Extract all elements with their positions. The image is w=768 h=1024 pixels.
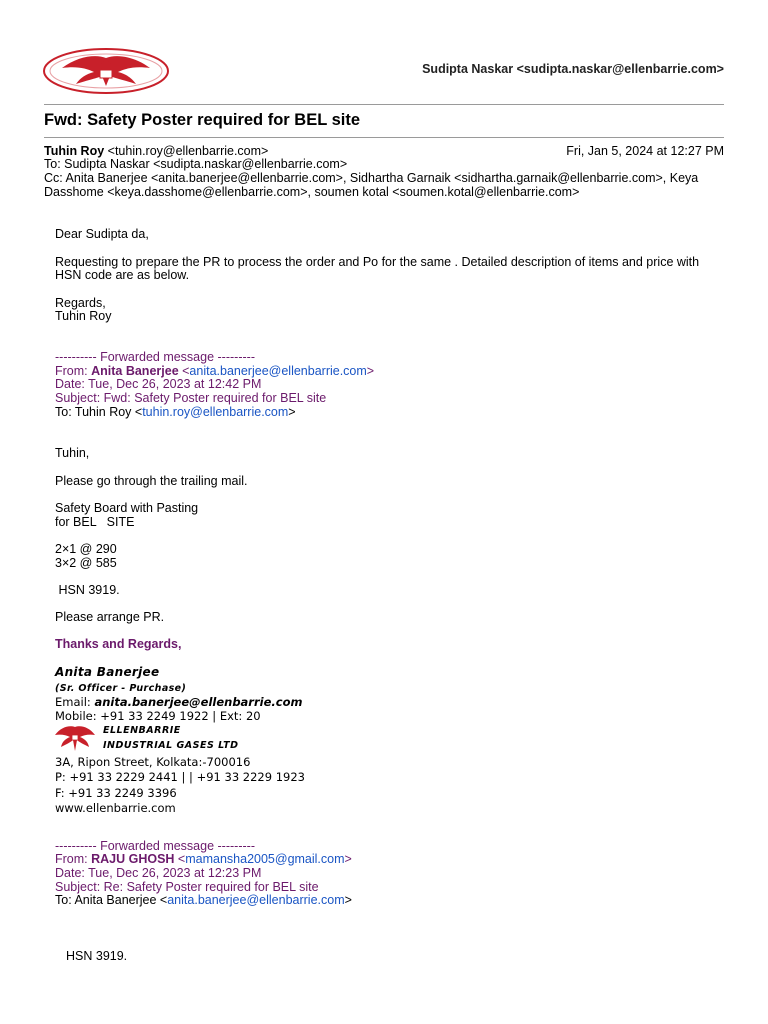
forward-1-date: Date: Tue, Dec 26, 2023 at 12:42 PM	[55, 377, 262, 391]
forward-1-board-1: Safety Board with Pasting	[55, 501, 199, 515]
header-divider	[44, 104, 724, 105]
signature-mobile: Mobile: +91 33 2249 1922 | Ext: 20	[55, 709, 261, 723]
subject-divider	[44, 137, 724, 138]
eagle-small-icon	[53, 723, 97, 753]
eagle-logo-icon	[40, 44, 172, 98]
forward-1-greeting: Tuhin,	[55, 446, 90, 460]
signature-company-line-1: ELLENBARRIE	[103, 725, 181, 736]
sender-email: <tuhin.roy@ellenbarrie.com>	[104, 144, 269, 158]
sender-name: Tuhin Roy	[44, 144, 105, 158]
forward-1-size-1: 2×1 @ 290	[55, 542, 117, 556]
email-subject: Fwd: Safety Poster required for BEL site	[44, 111, 361, 129]
message-date: Fri, Jan 5, 2024 at 12:27 PM	[566, 144, 724, 158]
forward-divider-2: ---------- Forwarded message ---------	[55, 839, 255, 853]
forward-2-from-label: From:	[55, 852, 92, 866]
body-regards: Regards,	[55, 296, 106, 310]
forward-2-to-label: To: Anita Banerjee <	[55, 893, 168, 907]
forward-2-date: Date: Tue, Dec 26, 2023 at 12:23 PM	[55, 866, 262, 880]
forward-1-size-2: 3×2 @ 585	[55, 556, 117, 570]
forward-2-hsn: HSN 3919.	[66, 949, 128, 963]
body-greeting: Dear Sudipta da,	[55, 227, 149, 241]
body-request-line-2: HSN code are as below.	[55, 268, 190, 282]
forward-2-to	[55, 893, 352, 907]
signature-email-value[interactable]: anita.banerjee@ellenbarrie.com	[94, 695, 303, 709]
signature-name: Anita Banerjee	[55, 665, 160, 679]
forward-2-from	[55, 852, 352, 866]
signature-phone: P: +91 33 2229 2441 | | +91 33 2229 1923	[55, 770, 305, 784]
forward-1-to	[55, 405, 296, 419]
forward-2-to-gt: >	[344, 893, 352, 907]
forward-1-from-label: From:	[55, 364, 92, 378]
forward-1-subject: Subject: Fwd: Safety Poster required for BEL site	[55, 391, 327, 405]
cc-line-2: Dasshome <keya.dasshome@ellenbarrie.com>, soumen kotal <soumen.kotal@ellenbarrie.com>	[44, 185, 580, 199]
account-header: Sudipta Naskar <sudipta.naskar@ellenbarrie.com>	[422, 62, 724, 76]
signature-email	[55, 695, 302, 709]
signature-title: (Sr. Officer - Purchase)	[55, 683, 187, 694]
body-request-line-1: Requesting to prepare the PR to process the order and Po for the same . Detailed description of items and price with	[55, 255, 700, 269]
signature-company-line-2: INDUSTRIAL GASES LTD	[103, 740, 239, 751]
forward-1-from-gt: >	[366, 364, 375, 378]
forward-2-from-lt: <	[174, 852, 186, 866]
forward-1-from-name: Anita Banerjee	[91, 364, 179, 378]
forward-1-from-email-link[interactable]: anita.banerjee@ellenbarrie.com	[189, 364, 367, 378]
body-signer: Tuhin Roy	[55, 309, 112, 323]
signature-address: 3A, Ripon Street, Kolkata:-700016	[55, 755, 251, 769]
forward-1-hsn: HSN 3919.	[55, 583, 120, 597]
cc-line-1: Cc: Anita Banerjee <anita.banerjee@ellenbarrie.com>, Sidhartha Garnaik <sidhartha.garnaik@ellenbarrie.com>, Keya	[44, 171, 699, 185]
forward-1-arrange: Please arrange PR.	[55, 610, 165, 624]
forward-2-from-name: RAJU GHOSH	[91, 852, 175, 866]
signature-company-logo	[53, 723, 97, 753]
forward-2-to-email-link[interactable]: anita.banerjee@ellenbarrie.com	[167, 893, 345, 907]
forward-1-board-2: for BEL SITE	[55, 515, 135, 529]
forward-1-to-gt: >	[288, 405, 296, 419]
forward-2-from-email-link[interactable]: mamansha2005@gmail.com	[185, 852, 345, 866]
forward-1-thanks: Thanks and Regards,	[55, 637, 182, 651]
to-line: To: Sudipta Naskar <sudipta.naskar@ellenbarrie.com>	[44, 157, 348, 171]
forward-1-to-label: To: Tuhin Roy <	[55, 405, 143, 419]
forward-1-to-email-link[interactable]: tuhin.roy@ellenbarrie.com	[142, 405, 289, 419]
signature-email-label: Email:	[55, 695, 95, 709]
forward-1-from-lt: <	[178, 364, 190, 378]
company-logo	[40, 44, 172, 98]
signature-website[interactable]: www.ellenbarrie.com	[55, 801, 176, 815]
forward-divider-1: ---------- Forwarded message ---------	[55, 350, 255, 364]
signature-fax: F: +91 33 2249 3396	[55, 786, 177, 800]
forward-1-from	[55, 364, 374, 378]
forward-2-subject: Subject: Re: Safety Poster required for BEL site	[55, 880, 319, 894]
forward-2-from-gt: >	[344, 852, 352, 866]
sender-line	[44, 144, 268, 158]
forward-1-line: Please go through the trailing mail.	[55, 474, 248, 488]
